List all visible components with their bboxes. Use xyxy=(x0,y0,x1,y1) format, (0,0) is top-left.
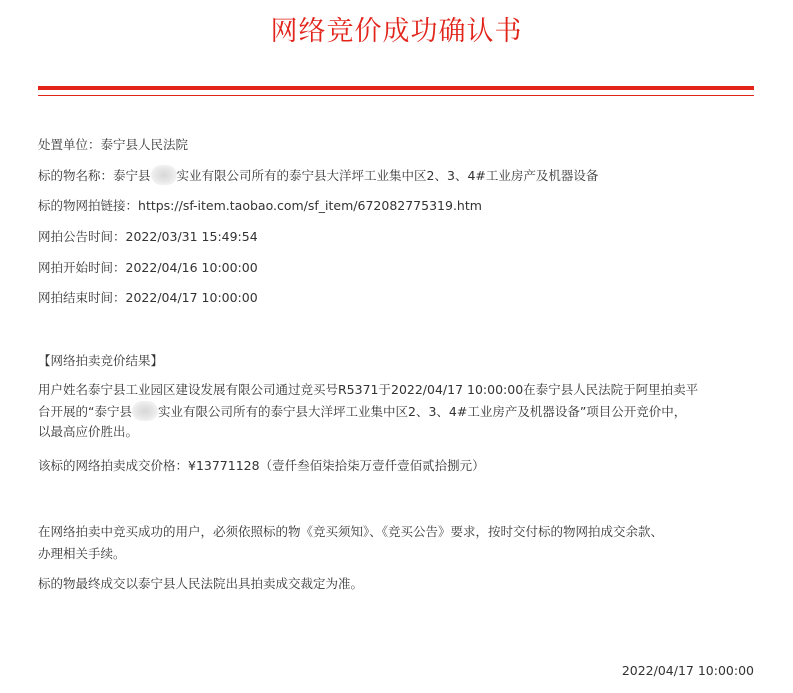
notice-line-2: 办理相关手续。 xyxy=(38,545,126,561)
end-time-value: 2022/04/17 10:00:00 xyxy=(125,290,258,306)
final-price-text: 该标的网络拍卖成交价格：¥13771128（壹仟叁佰柒拾柒万壹仟壹佰贰拾捌元） xyxy=(38,457,485,473)
redaction-blur xyxy=(151,165,177,185)
result-line-2 xyxy=(38,401,756,423)
footer-date: 2022/04/17 10:00:00 xyxy=(621,663,754,678)
court-row xyxy=(38,134,756,165)
link-label: 标的物网拍链接： xyxy=(38,198,139,214)
end-time-row xyxy=(38,287,756,318)
title-divider-thick xyxy=(38,86,754,90)
result-line-1: 用户姓名泰宁县工业园区建设发展有限公司通过竞买号R5371于2022/04/17 10:00:00在泰宁县人民法院于阿里拍卖平 xyxy=(38,382,699,398)
result-line-2-prefix: 台开展的“泰宁县 xyxy=(38,403,132,419)
announce-time-row xyxy=(38,226,756,257)
result-line-3: 以最高应价胜出。 xyxy=(38,424,139,440)
item-value-suffix: 实业有限公司所有的泰宁县大洋坪工业集中区2、3、4#工业房产及机器设备 xyxy=(176,167,599,183)
document-title: 网络竞价成功确认书 xyxy=(270,16,523,47)
announce-time-label: 网拍公告时间： xyxy=(38,229,126,245)
final-notice: 标的物最终成交以泰宁县人民法院出具拍卖成交裁定为准。 xyxy=(38,575,364,591)
start-time-label: 网拍开始时间： xyxy=(38,259,126,275)
item-row xyxy=(38,165,756,196)
result-heading: 【网络拍卖竞价结果】 xyxy=(38,353,164,369)
item-label: 标的物名称： xyxy=(38,167,114,183)
title-divider-thin xyxy=(38,95,754,96)
court-label: 处置单位： xyxy=(38,137,101,152)
document-body xyxy=(38,134,756,595)
start-time-row xyxy=(38,257,756,288)
result-line-2-suffix: 实业有限公司所有的泰宁县大洋坪工业集中区2、3、4#工业房产及机器设备”项目公开竞价中， xyxy=(157,403,687,419)
auction-link[interactable]: https://sf-item.taobao.com/sf_item/672082775319.htm xyxy=(138,198,482,214)
item-value-prefix: 泰宁县 xyxy=(113,167,151,183)
link-row xyxy=(38,195,756,226)
court-value: 泰宁县人民法院 xyxy=(100,137,189,152)
notice-line-1: 在网络拍卖中竞买成功的用户，必须依照标的物《竞买须知》、《竞买公告》要求，按时交付标的物网拍成交余款、 xyxy=(38,523,664,539)
announce-time-value: 2022/03/31 15:49:54 xyxy=(125,229,258,245)
end-time-label: 网拍结束时间： xyxy=(38,290,126,306)
start-time-value: 2022/04/16 10:00:00 xyxy=(125,259,258,275)
redaction-blur xyxy=(132,401,158,421)
